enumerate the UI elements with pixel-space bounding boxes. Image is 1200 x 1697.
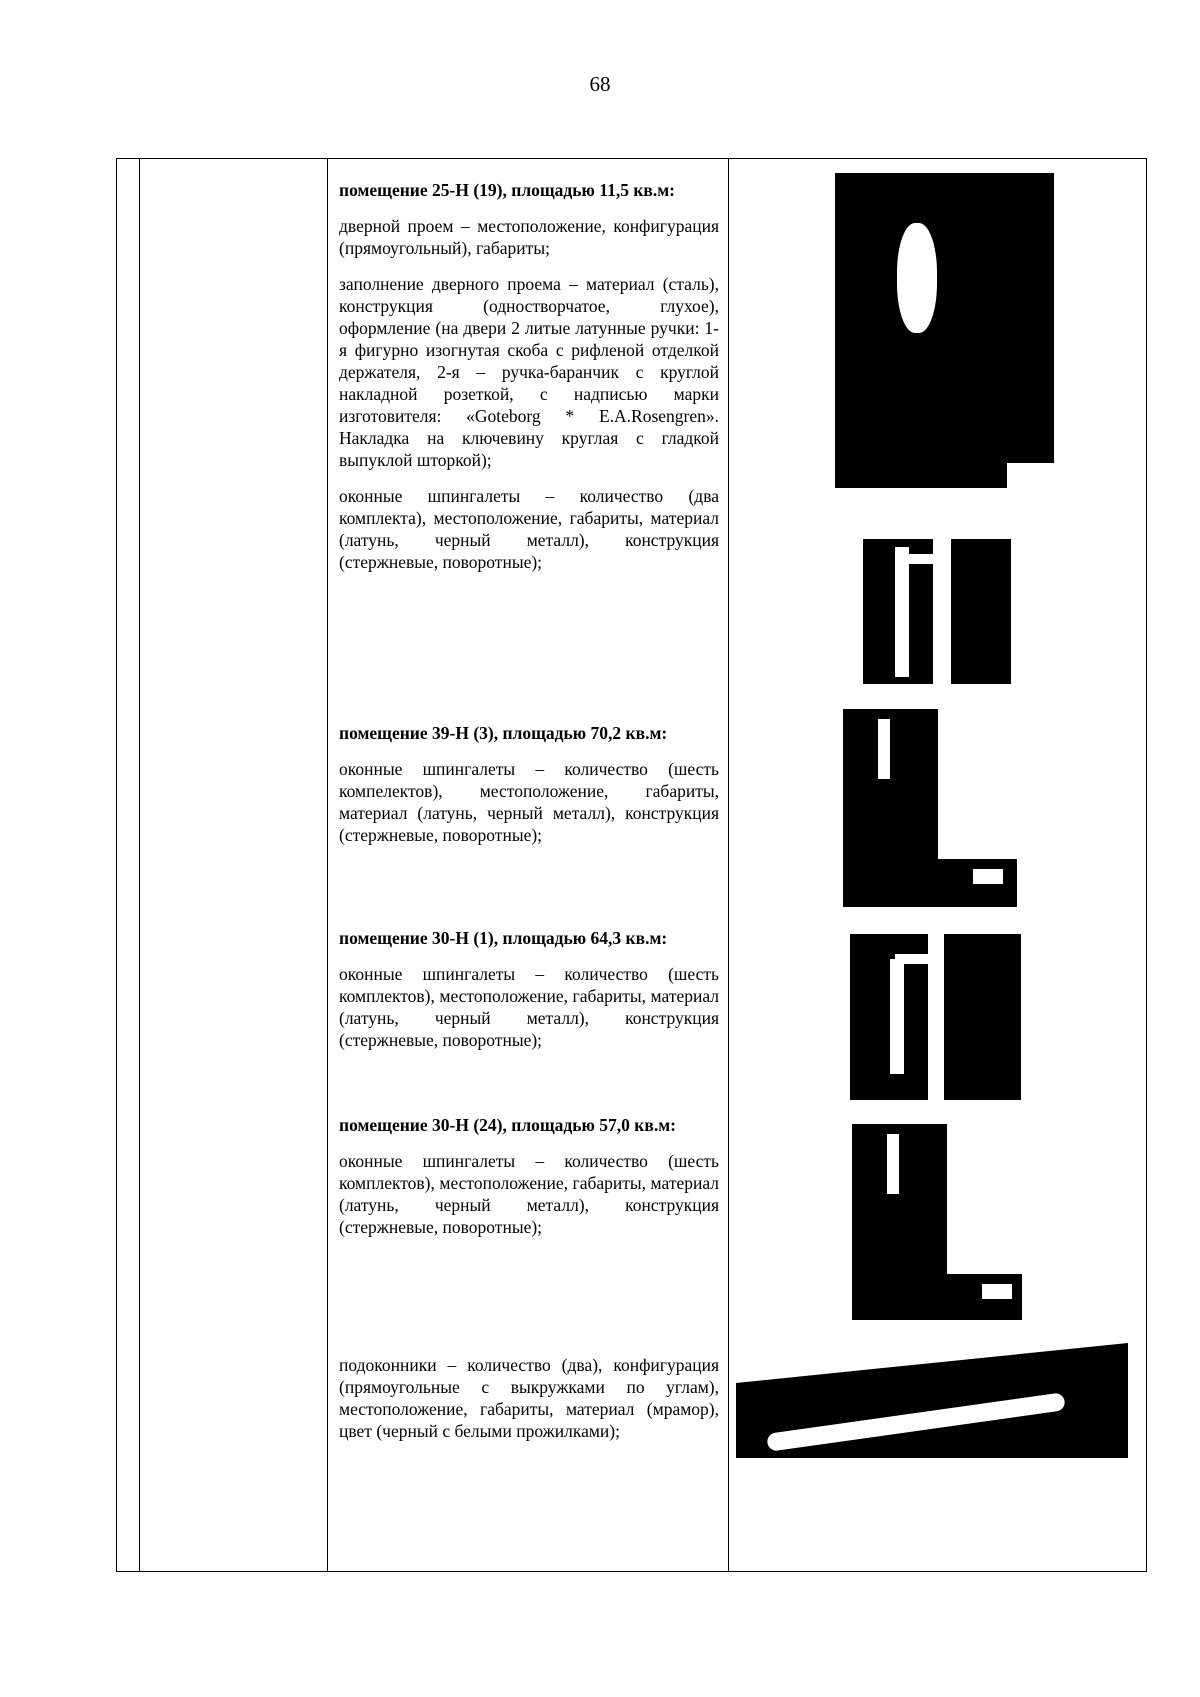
section-room-30n-1 [339,927,719,1065]
window-latch-photo [842,1124,1022,1320]
item-text: оконные шпингалеты – количество (шесть комплектов), местоположение, габариты, материал (латунь, черный металл), конструкция (стержневые, поворотные); [339,1151,719,1237]
item-text: подоконники – количество (два), конфигурация (прямоугольные с выкружками по углам), местоположение, габариты, материал (мрамор), цвет (черный с белыми прожилками); [339,1355,719,1441]
item-text: заполнение дверного проема – материал (сталь), конструкция (одностворчатое, глухое), оформление (на двери 2 литые латунные ручки: 1-я фигурно изогнутая скоба с рифленой отделкой держателя, 2-я – ручка-баранчик с круглой накладной розеткой, с надписью марки изготовителя: «Goteborg * E.A.Rosengren». Накладка на ключевину круглая с гладкой выпуклой шторкой); [339,274,719,470]
item-text: оконные шпингалеты – количество (два комплекта), местоположение, габариты, материал (латунь, черный металл), конструкция (стержневые, поворотные); [339,486,719,572]
document-table [116,158,1147,1572]
window-latch-photo [850,934,1021,1100]
section-room-39n [339,722,719,860]
section-heading: помещение 30-Н (1), площадью 64,3 кв.м: [339,928,668,948]
section-heading: помещение 39-Н (3), площадью 70,2 кв.м: [339,723,668,743]
windowsill-photo [736,1343,1128,1458]
item-text: оконные шпингалеты – количество (шесть компелектов), местоположение, габариты, материал (латунь, черный металл), конструкция (стержневые, поворотные); [339,759,719,845]
page-number: 68 [589,72,611,96]
item-text: оконные шпингалеты – количество (шесть комплектов), местоположение, габариты, материал (латунь, черный металл), конструкция (стержневые, поворотные); [339,964,719,1050]
column-divider [139,159,140,1571]
window-latch-photo [833,709,1017,907]
column-divider [327,159,328,1571]
window-latch-photo [863,539,1011,684]
door-photo [817,163,1054,488]
section-room-30n-24 [339,1114,719,1252]
item-text: дверной проем – местоположение, конфигурация (прямоугольный), габариты; [339,216,719,258]
column-divider [728,159,729,1571]
section-heading: помещение 30-Н (24), площадью 57,0 кв.м: [339,1115,676,1135]
section-windowsills [339,1354,719,1456]
section-room-25n [339,179,719,587]
section-heading: помещение 25-Н (19), площадью 11,5 кв.м: [339,180,675,200]
